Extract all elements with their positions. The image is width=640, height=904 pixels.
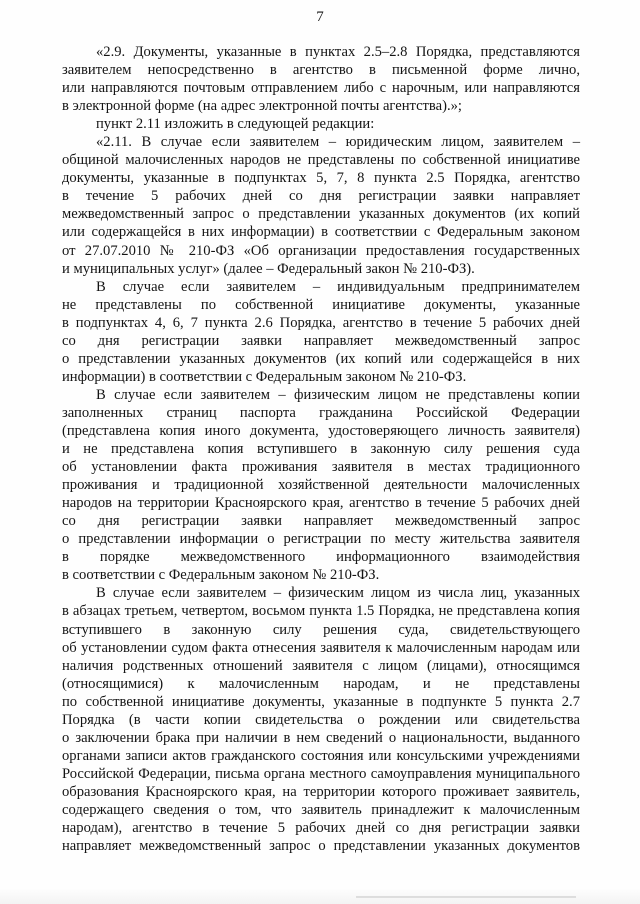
- text-line: со дня регистрации заявки направляет межведомственный запрос: [62, 332, 580, 349]
- text-line: в абзацах третьем, четвертом, восьмом пункта 1.5 Порядка, не представлена копия: [62, 603, 580, 620]
- text-line: в электронной форме (на адрес электронной почты агентства).»;: [62, 98, 462, 115]
- text-line: общиной малочисленных народов не представлены по собственной инициативе: [62, 152, 580, 169]
- text-line: о заключении брака при наличии в нем сведений о национальности, выданного: [62, 729, 580, 746]
- text-line: направляет межведомственный запрос о представлении указанных документов: [62, 838, 580, 855]
- text-line: В случае если заявителем – физическим лицом из числа лиц, указанных: [96, 585, 580, 602]
- text-line: «2.11. В случае если заявителем – юридическим лицом, заявителем –: [96, 134, 580, 151]
- text-line: органами записи актов гражданского состояния или консульскими учреждениями: [62, 747, 580, 764]
- text-line: Российской Федерации, письма органа местного самоуправления муниципального: [62, 765, 580, 782]
- text-line: заполненных страниц паспорта гражданина Российской Федерации: [62, 404, 580, 421]
- text-line: заявителем непосредственно в агентство в письменной форме лично,: [62, 62, 580, 79]
- text-line: не представлены по собственной инициативе документы, указанные: [62, 296, 580, 313]
- text-line: «2.9. Документы, указанные в пунктах 2.5–2.8 Порядка, представляются: [96, 44, 580, 60]
- text-line: по собственной инициативе документы, указанные в подпункте 5 пункта 2.7: [62, 693, 580, 710]
- text-line: межведомственный запрос о представлении указанных документов (их копий: [62, 206, 580, 223]
- text-line: народов на территории Красноярского края, агентство в течение 5 рабочих дней: [62, 495, 580, 512]
- text-line: от 27.07.2010 № 210-ФЗ «Об организации предоставления государственных: [62, 242, 580, 259]
- text-line: народам), агентство в течение 5 рабочих дней со дня регистрации заявки: [62, 820, 580, 837]
- text-line: о представлении указанных документов (их копий или содержащейся в них: [62, 350, 580, 367]
- scan-bottom-edge: [0, 888, 640, 904]
- text-line: Порядка (в части копии свидетельства о рождении или свидетельства: [62, 711, 580, 728]
- text-line: пункт 2.11 изложить в следующей редакции:: [96, 116, 375, 133]
- text-line: или содержащейся в них информации) в соответствии с Федеральным законом: [62, 224, 580, 241]
- text-line: документы, указанные в подпунктах 5, 7, 8 пункта 2.5 Порядка, агентство: [62, 170, 580, 187]
- text-line: В случае если заявителем – физическим лицом не представлены копии: [96, 386, 580, 403]
- document-body: [62, 43, 580, 855]
- text-line: и муниципальных услуг» (далее – Федеральный закон № 210-ФЗ).: [62, 260, 475, 277]
- text-line: о представлении информации о регистрации по месту жительства заявителя: [62, 531, 580, 548]
- text-line: (относящимися) к малочисленным народам, и не представлены: [62, 675, 580, 692]
- text-line: В случае если заявителем – индивидуальным предпринимателем: [96, 278, 580, 295]
- text-line: и не представлена копия вступившего в законную силу решения суда: [62, 441, 580, 458]
- text-line: или направляются почтовым отправлением либо с нарочным, или направляются: [62, 80, 580, 97]
- text-line: образования Красноярского края, на территории которого проживает заявитель,: [62, 783, 580, 800]
- text-line: об установлении судом факта отнесения заявителя к малочисленным народам или: [62, 639, 580, 656]
- text-line: об установлении факта проживания заявителя в местах традиционного: [62, 459, 580, 476]
- text-line: со дня регистрации заявки направляет межведомственный запрос: [62, 513, 580, 530]
- text-line: в соответствии с Федеральным законом № 210-ФЗ.: [62, 567, 380, 584]
- page-number: 7: [316, 9, 324, 25]
- text-line: (представлена копия иного документа, удостоверяющего личность заявителя): [62, 422, 580, 439]
- text-line: содержащего сведения о том, что заявитель принадлежит к малочисленным: [62, 801, 580, 818]
- text-line: в течение 5 рабочих дней со дня регистрации заявки направляет: [62, 188, 580, 205]
- text-line: в подпунктах 4, 6, 7 пункта 2.6 Порядка, агентство в течение 5 рабочих дней: [62, 314, 580, 331]
- text-line: в порядке межведомственного информационного взаимодействия: [62, 549, 580, 566]
- text-line: наличия родственных отношений заявителя с лицом (лицами), относящимся: [62, 657, 580, 674]
- text-line: вступившего в законную силу решения суда, свидетельствующего: [62, 621, 580, 638]
- text-line: информации) в соответствии с Федеральным законом № 210-ФЗ.: [62, 368, 467, 385]
- text-line: проживания и традиционной хозяйственной деятельности малочисленных: [62, 477, 580, 494]
